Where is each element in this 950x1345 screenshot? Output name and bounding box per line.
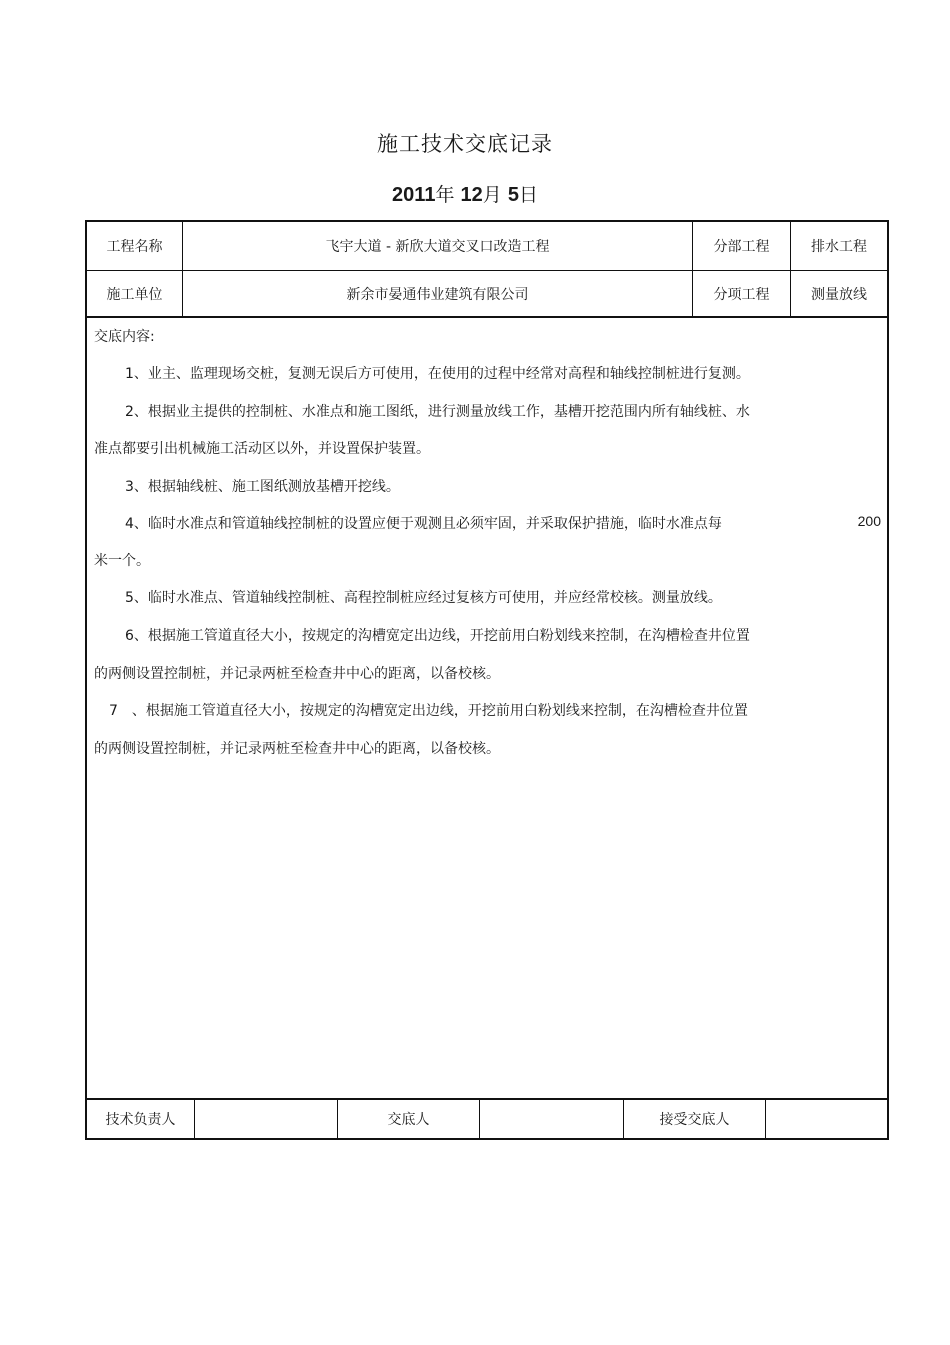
date-year-unit: 年 [435,184,455,206]
content-line: 的两侧设置控制桩，并记录两桩至检查井中心的距离，以备校核。 [94,741,500,757]
record-date [0,180,930,207]
discloser-label: 交底人 [338,1099,480,1138]
tech-lead-signature [195,1099,338,1138]
header-table [85,220,889,318]
division-value: 排水工程 [811,239,867,255]
subitem-label: 分项工程 [693,270,791,318]
subitem-value: 测量放线 [811,287,867,303]
page-title: 施工技术交底记录 [377,132,553,156]
contractor-value: 新余市晏通伟业建筑有限公司 [183,270,693,318]
content-line: 4、临时水准点和管道轴线控制桩的设置应便于观测且必须牢固，并采取保护措施，临时水准点每 [125,516,722,532]
content-line: 米一个。 [94,553,150,569]
content-line: 3、根据轴线桩、施工图纸测放基槽开挖线。 [125,479,400,495]
content-line: 7 、根据施工管道直径大小，按规定的沟槽宽定出边线，开挖前用白粉划线来控制，在沟槽检查井位置 [109,703,748,719]
date-month: 12 [460,184,483,206]
signature-row [85,1098,889,1140]
discloser-signature [480,1099,624,1138]
content-line: 6、根据施工管道直径大小，按规定的沟槽宽定出边线，开挖前用白粉划线来控制，在沟槽检查井位置 [125,628,750,644]
project-name-label: 工程名称 [87,222,183,270]
disclosure-content [85,316,889,1100]
content-heading: 交底内容: [94,329,155,345]
project-name-value: 飞宇大道 - 新欣大道交叉口改造工程 [183,222,693,270]
header-row-contractor [87,270,887,318]
content-line: 2、根据业主提供的控制桩、水准点和施工图纸，进行测量放线工作，基槽开挖范围内所有轴线桩、水 [125,404,750,420]
division-label: 分部工程 [693,222,791,270]
content-line: 1、业主、监理现场交桩，复测无误后方可使用，在使用的过程中经常对高程和轴线控制桩进行复测。 [125,366,750,382]
date-day-unit: 日 [518,184,538,206]
contractor-label: 施工单位 [87,270,183,318]
side-number: 200 [857,513,881,529]
date-day: 5 [507,184,519,206]
content-line: 的两侧设置控制桩，并记录两桩至检查井中心的距离，以备校核。 [94,666,500,682]
date-month-unit: 月 [482,184,502,206]
receiver-signature [766,1099,887,1138]
content-line: 5、临时水准点、管道轴线控制桩、高程控制桩应经过复核方可使用，并应经常校核。测量放线。 [125,590,722,606]
receiver-label: 接受交底人 [624,1099,766,1138]
content-line: 准点都要引出机械施工活动区以外，并设置保护装置。 [94,441,430,457]
date-year: 2011 [392,184,436,206]
tech-lead-label: 技术负责人 [87,1099,195,1138]
header-row-project [87,222,887,271]
